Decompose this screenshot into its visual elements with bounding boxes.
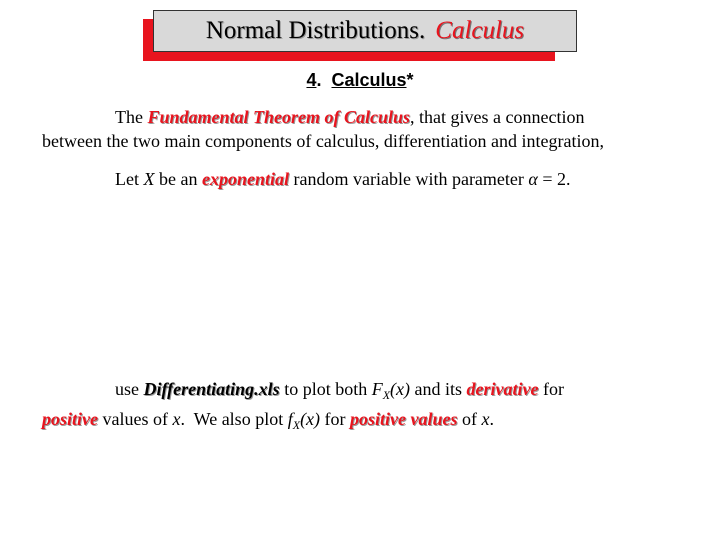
p3-mid5: . We also plot: [180, 409, 288, 429]
p3-mid1: to plot both: [279, 379, 372, 399]
p3-lead: use: [115, 379, 144, 399]
p2-tail: = 2.: [537, 169, 571, 189]
section-label: Calculus: [331, 70, 407, 90]
pdf-arg: (x): [300, 409, 321, 429]
cdf-arg: (x): [390, 379, 411, 399]
p1-line2: between the two main components of calculus, differentiation and integration,: [42, 131, 604, 151]
var-x-lower: x: [172, 409, 181, 429]
p2-lead: Let: [115, 169, 144, 189]
p3-mid4: values of: [98, 409, 173, 429]
pdf-subscript: X: [292, 418, 301, 432]
p1-lead: The: [115, 107, 148, 127]
p1-rest: , that gives a connection: [410, 107, 585, 127]
p3-mid7: of: [457, 409, 482, 429]
term-positive: positive: [42, 409, 98, 429]
term-exponential: exponential: [201, 169, 289, 189]
p2-mid1: be an: [154, 169, 202, 189]
cdf-symbol: F: [371, 379, 383, 399]
file-name: Differentiating.xls: [143, 379, 280, 399]
paragraph-plot: [42, 377, 564, 437]
p3-mid2: and its: [410, 379, 467, 399]
cdf-subscript: X: [382, 388, 391, 402]
paragraph-theorem: [42, 105, 604, 153]
var-x-lower-2: x: [481, 409, 490, 429]
p2-mid2: random variable with parameter: [289, 169, 529, 189]
var-x: X: [143, 169, 155, 189]
pdf-symbol: f: [287, 409, 293, 429]
paragraph-exponential: [115, 167, 571, 191]
section-marker: *: [406, 70, 414, 90]
alpha-symbol: α: [528, 169, 538, 189]
section-separator: .: [316, 70, 332, 90]
page-title: [153, 10, 577, 52]
title-highlight: Calculus: [435, 17, 525, 44]
p3-mid6: for: [320, 409, 351, 429]
term-derivative: derivative: [466, 379, 539, 399]
p3-mid3: for: [538, 379, 564, 399]
p3-end: .: [489, 409, 495, 429]
section-heading: [0, 70, 720, 91]
term-fundamental-theorem: Fundamental Theorem of Calculus: [147, 107, 411, 127]
section-number: 4: [306, 70, 317, 90]
term-positive-values: positive values: [350, 409, 458, 429]
title-main: Normal Distributions.: [205, 17, 426, 44]
title-banner: [153, 10, 577, 52]
